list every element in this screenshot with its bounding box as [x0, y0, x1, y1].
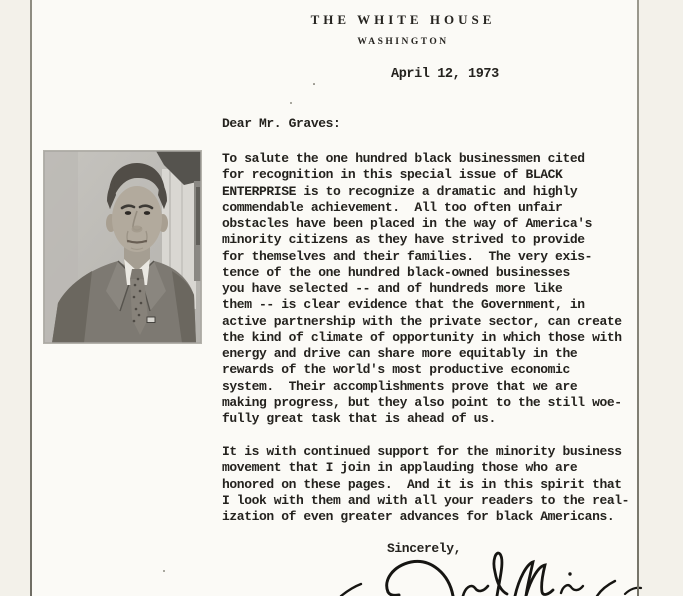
- scan-speck: [313, 83, 315, 85]
- letter-line: ization of even greater advances for black Americans.: [222, 509, 615, 524]
- nixon-signature-icon: [335, 550, 655, 596]
- letter-line: energy and drive can share more equitably in the: [222, 346, 578, 361]
- letter-line: fully great task that is ahead of us.: [222, 411, 496, 426]
- letter-line: ENTERPRISE is to recognize a dramatic and highly: [222, 183, 578, 199]
- letter-line: honored on these pages. And it is in this spirit that: [222, 476, 622, 492]
- closing: Sincerely,: [387, 541, 462, 556]
- letter-line: It is with continued support for the minority business: [222, 444, 622, 459]
- salutation: Dear Mr. Graves:: [222, 116, 341, 131]
- letter-line: you have selected -- and of hundreds more like: [222, 281, 563, 296]
- letter-date: April 12, 1973: [391, 67, 499, 82]
- letter-line: rewards of the world's most productive economic: [222, 362, 570, 378]
- letter-line: system. Their accomplishments prove that we are: [222, 378, 578, 394]
- letter-line: commendable achievement. All too often unfair: [222, 199, 563, 215]
- letter-line: obstacles have been placed in the way of America's: [222, 216, 593, 231]
- letter-line: them -- is clear evidence that the Government, in: [222, 297, 585, 313]
- paragraph-1: [222, 151, 622, 427]
- page-edge-right: [637, 0, 639, 596]
- scan-speck: [290, 102, 292, 104]
- letter-line: making progress, but they also point to the still woe-: [222, 394, 622, 410]
- paragraph-2: [222, 444, 629, 525]
- letterhead-city: WASHINGTON: [357, 37, 449, 47]
- letter-line: movement that I join in applauding those who are: [222, 460, 578, 476]
- letter-line: the kind of climate of opportunity in which those with: [222, 329, 622, 345]
- letter-line: minority citizens as they have strived to provide: [222, 232, 585, 248]
- nixon-portrait-photo: [44, 151, 201, 343]
- letter-line: for recognition in this special issue of BLACK: [222, 167, 563, 183]
- letter-line: active partnership with the private sector, can create: [222, 313, 622, 329]
- letter-line: I look with them and with all your readers to the real-: [222, 492, 630, 508]
- letter-line: tence of the one hundred black-owned businesses: [222, 264, 570, 280]
- letter-line: for themselves and their families. The very exis-: [222, 248, 593, 264]
- letterhead: [311, 12, 496, 47]
- letter-line: To salute the one hundred black businessmen cited: [222, 151, 585, 166]
- letterhead-title: THE WHITE HOUSE: [310, 12, 496, 27]
- page-edge-left: [30, 0, 32, 596]
- scan-speck: [163, 570, 165, 572]
